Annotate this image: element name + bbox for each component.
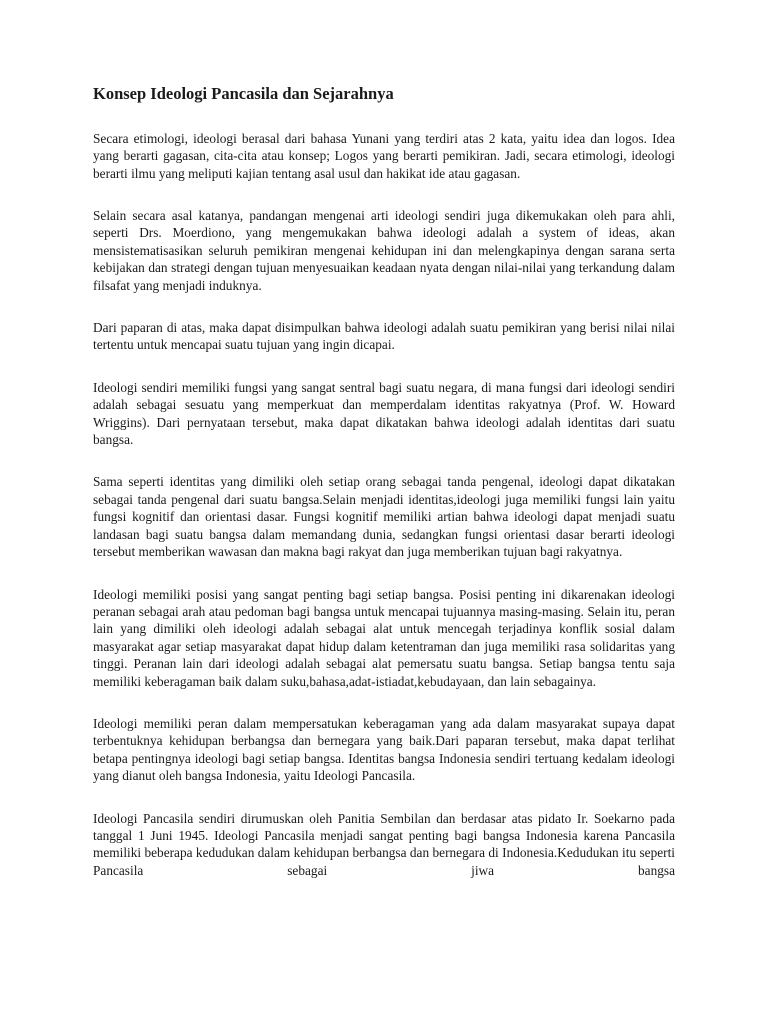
- paragraph-pancasila: Ideologi Pancasila sendiri dirumuskan oleh Panitia Sembilan dan berdasar atas pidato Ir. Soekarno pada tanggal 1 Juni 1945. Ideologi Pancasila menjadi sangat penting bagi bangsa Indonesia karena Pancasila memiliki beberapa kedudukan dalam kehidupan berbangsa dan bernegara di Indonesia.Kedudukan itu seperti Pancasila sebagai jiwa bangsa: [93, 810, 675, 878]
- paragraph-fungsi-ideologi: Ideologi sendiri memiliki fungsi yang sangat sentral bagi suatu negara, di mana fungsi dari ideologi sendiri adalah sebagai sesuatu yang memperkuat dan memperdalam identitas rakyatnya (Prof. W. Howard Wriggins). Dari pernyataan tersebut, maka dapat dikatakan bahwa ideologi adalah identitas dari suatu bangsa.: [93, 379, 675, 448]
- paragraph-kesimpulan: Dari paparan di atas, maka dapat disimpulkan bahwa ideologi adalah suatu pemikiran yang berisi nilai nilai tertentu untuk mencapai suatu tujuan yang ingin dicapai.: [93, 320, 675, 353]
- paragraph-peran-pemersatu: Ideologi memiliki peran dalam mempersatukan keberagaman yang ada dalam masyarakat supaya dapat terbentuknya kehidupan berbangsa dan bernegara yang baik.Dari paparan tersebut, maka dapat terlihat betapa pentingnya ideologi bagi setiap bangsa. Identitas bangsa Indonesia sendiri tertuang kedalam ideologi yang dianut oleh bangsa Indonesia, yaitu Ideologi Pancasila.: [93, 715, 675, 784]
- paragraph-identitas: Sama seperti identitas yang dimiliki oleh setiap orang sebagai tanda pengenal, ideologi dapat dikatakan sebagai tanda pengenal dari suatu bangsa.Selain menjadi identitas,ideologi juga memiliki fungsi lain yaitu fungsi kognitif dan orientasi dasar. Fungsi kognitif memiliki artian bahwa ideologi dapat menjadi suatu landasan bagi suatu bangsa dalam memandang dunia, sedangkan fungsi orientasi dasar berarti ideologi tersebut memberikan wawasan dan makna bagi rakyat dan juga memberikan tujuan bagi rakyatnya.: [93, 474, 675, 560]
- paragraph-pendapat-ahli: Selain secara asal katanya, pandangan mengenai arti ideologi sendiri juga dikemukakan oleh para ahli, seperti Drs. Moerdiono, yang mengemukakan bahwa ideologi adalah a system of ideas, akan mensistematisasikan seluruh pemikiran mengenai kehidupan ini dan melengkapinya dengan sarana serta kebijakan dan strategi dengan tujuan menyesuaikan keadaan nyata dengan nilai-nilai yang terkandung dalam filsafat yang menjadi induknya.: [93, 208, 675, 293]
- paragraph-etimologi: Secara etimologi, ideologi berasal dari bahasa Yunani yang terdiri atas 2 kata, yaitu idea dan logos. Idea yang berarti gagasan, cita-cita atau konsep; Logos yang berarti pemikiran. Jadi, secara etimologi, ideologi berarti ilmu yang meliputi kajian tentang asal usul dan hakikat ide atau gagasan.: [93, 130, 675, 181]
- paragraph-posisi-ideologi: Ideologi memiliki posisi yang sangat penting bagi setiap bangsa. Posisi penting ini dikarenakan ideologi peranan sebagai arah atau pedoman bagi bangsa untuk mencapai tujuannya masing-masing. Selain itu, peran lain yang dimiliki oleh ideologi adalah sebagai alat untuk mencegah terjadinya konflik sosial dalam masyarakat agar setiap masyarakat dapat hidup dalam ketentraman dan juga memiliki rasa solidaritas yang tinggi. Peranan lain dari ideologi adalah sebagai alat pemersatu suatu bangsa. Setiap bangsa tentu saja memiliki keberagaman baik dalam suku,bahasa,adat-istiadat,kebudayaan, dan lain sebagainya.: [93, 586, 675, 689]
- document-title: Konsep Ideologi Pancasila dan Sejarahnya: [93, 84, 394, 103]
- document-body: [93, 84, 675, 879]
